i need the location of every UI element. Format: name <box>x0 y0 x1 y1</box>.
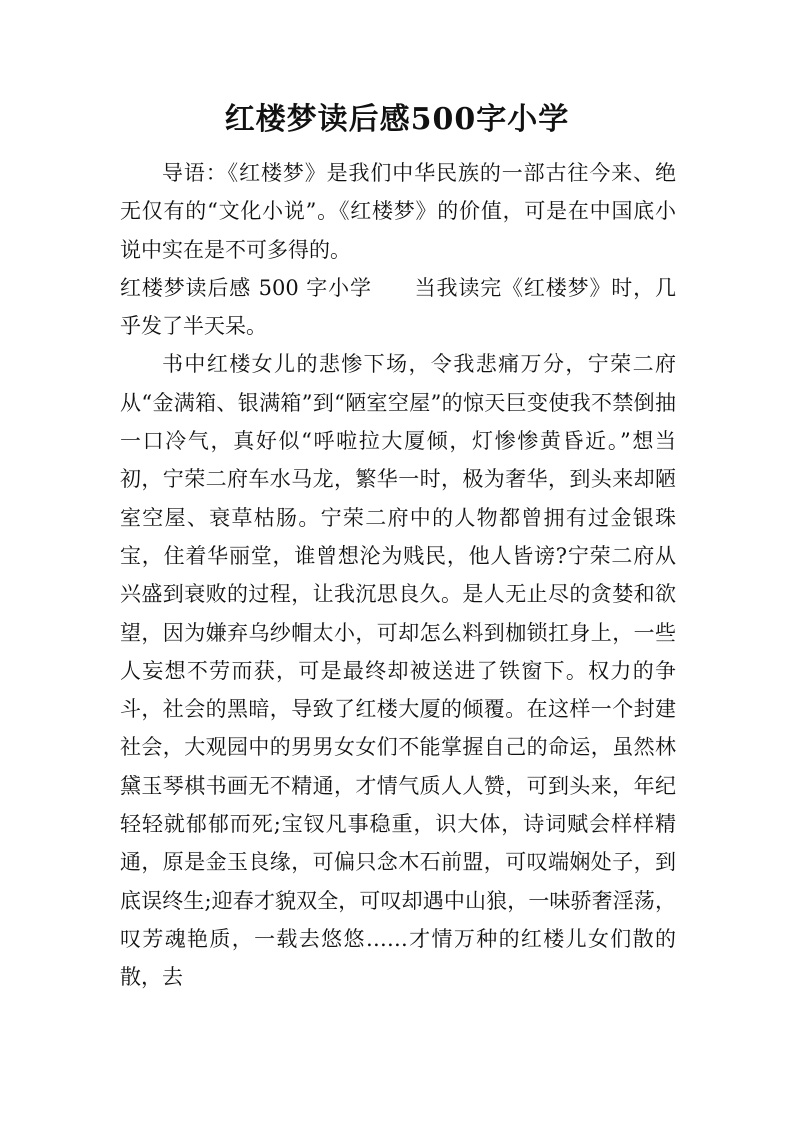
subtitle-text: 红楼梦读后感 500 字小学 <box>120 275 372 300</box>
opening-text: 当我读完《红楼梦》时，几乎发了半天呆。 <box>120 275 677 339</box>
document-body <box>120 154 676 997</box>
intro-paragraph: 导语：《红楼梦》是我们中华民族的一部古往今来、绝无仅有的“文化小说”。《红楼梦》的价值，可是在中国底小说中实在是不可多得的。 <box>120 161 676 262</box>
document-title: 红楼梦读后感500字小学 <box>224 102 570 137</box>
body-paragraph: 书中红楼女儿的悲惨下场，令我悲痛万分，宁荣二府从“金满箱、银满箱”到“陋室空屋”的惊天巨变使我不禁倒抽一口冷气，真好似“呼啦拉大厦倾，灯惨惨黄昏近。”想当初，宁荣二府车水马龙，繁华一时，极为奢华，到头来却陋室空屋、衰草枯肠。宁荣二府中的人物都曾拥有过金银珠宝，住着华丽堂，谁曾想沦为贱民，他人皆谤?宁荣二府从兴盛到衰败的过程，让我沉思良久。是人无止尽的贪婪和欲望，因为嫌弃乌纱帽太小，可却怎么料到枷锁扛身上，一些人妄想不劳而获，可是最终却被送进了铁窗下。权力的争斗，社会的黑暗，导致了红楼大厦的倾覆。在这样一个封建社会，大观园中的男男女女们不能掌握自己的命运，虽然林黛玉琴棋书画无不精通，才情气质人人赞，可到头来，年纪轻轻就郁郁而死;宝钗凡事稳重，识大体，诗词赋会样样精通，原是金玉良缘，可偏只念木石前盟，可叹端娴处子，到底误终生;迎春才貌双全，可叹却遇中山狼，一味骄奢淫荡，叹芳魂艳质，一载去悠悠……才情万种的红楼儿女们散的散，去 <box>120 352 676 990</box>
subtitle-line <box>120 269 676 346</box>
